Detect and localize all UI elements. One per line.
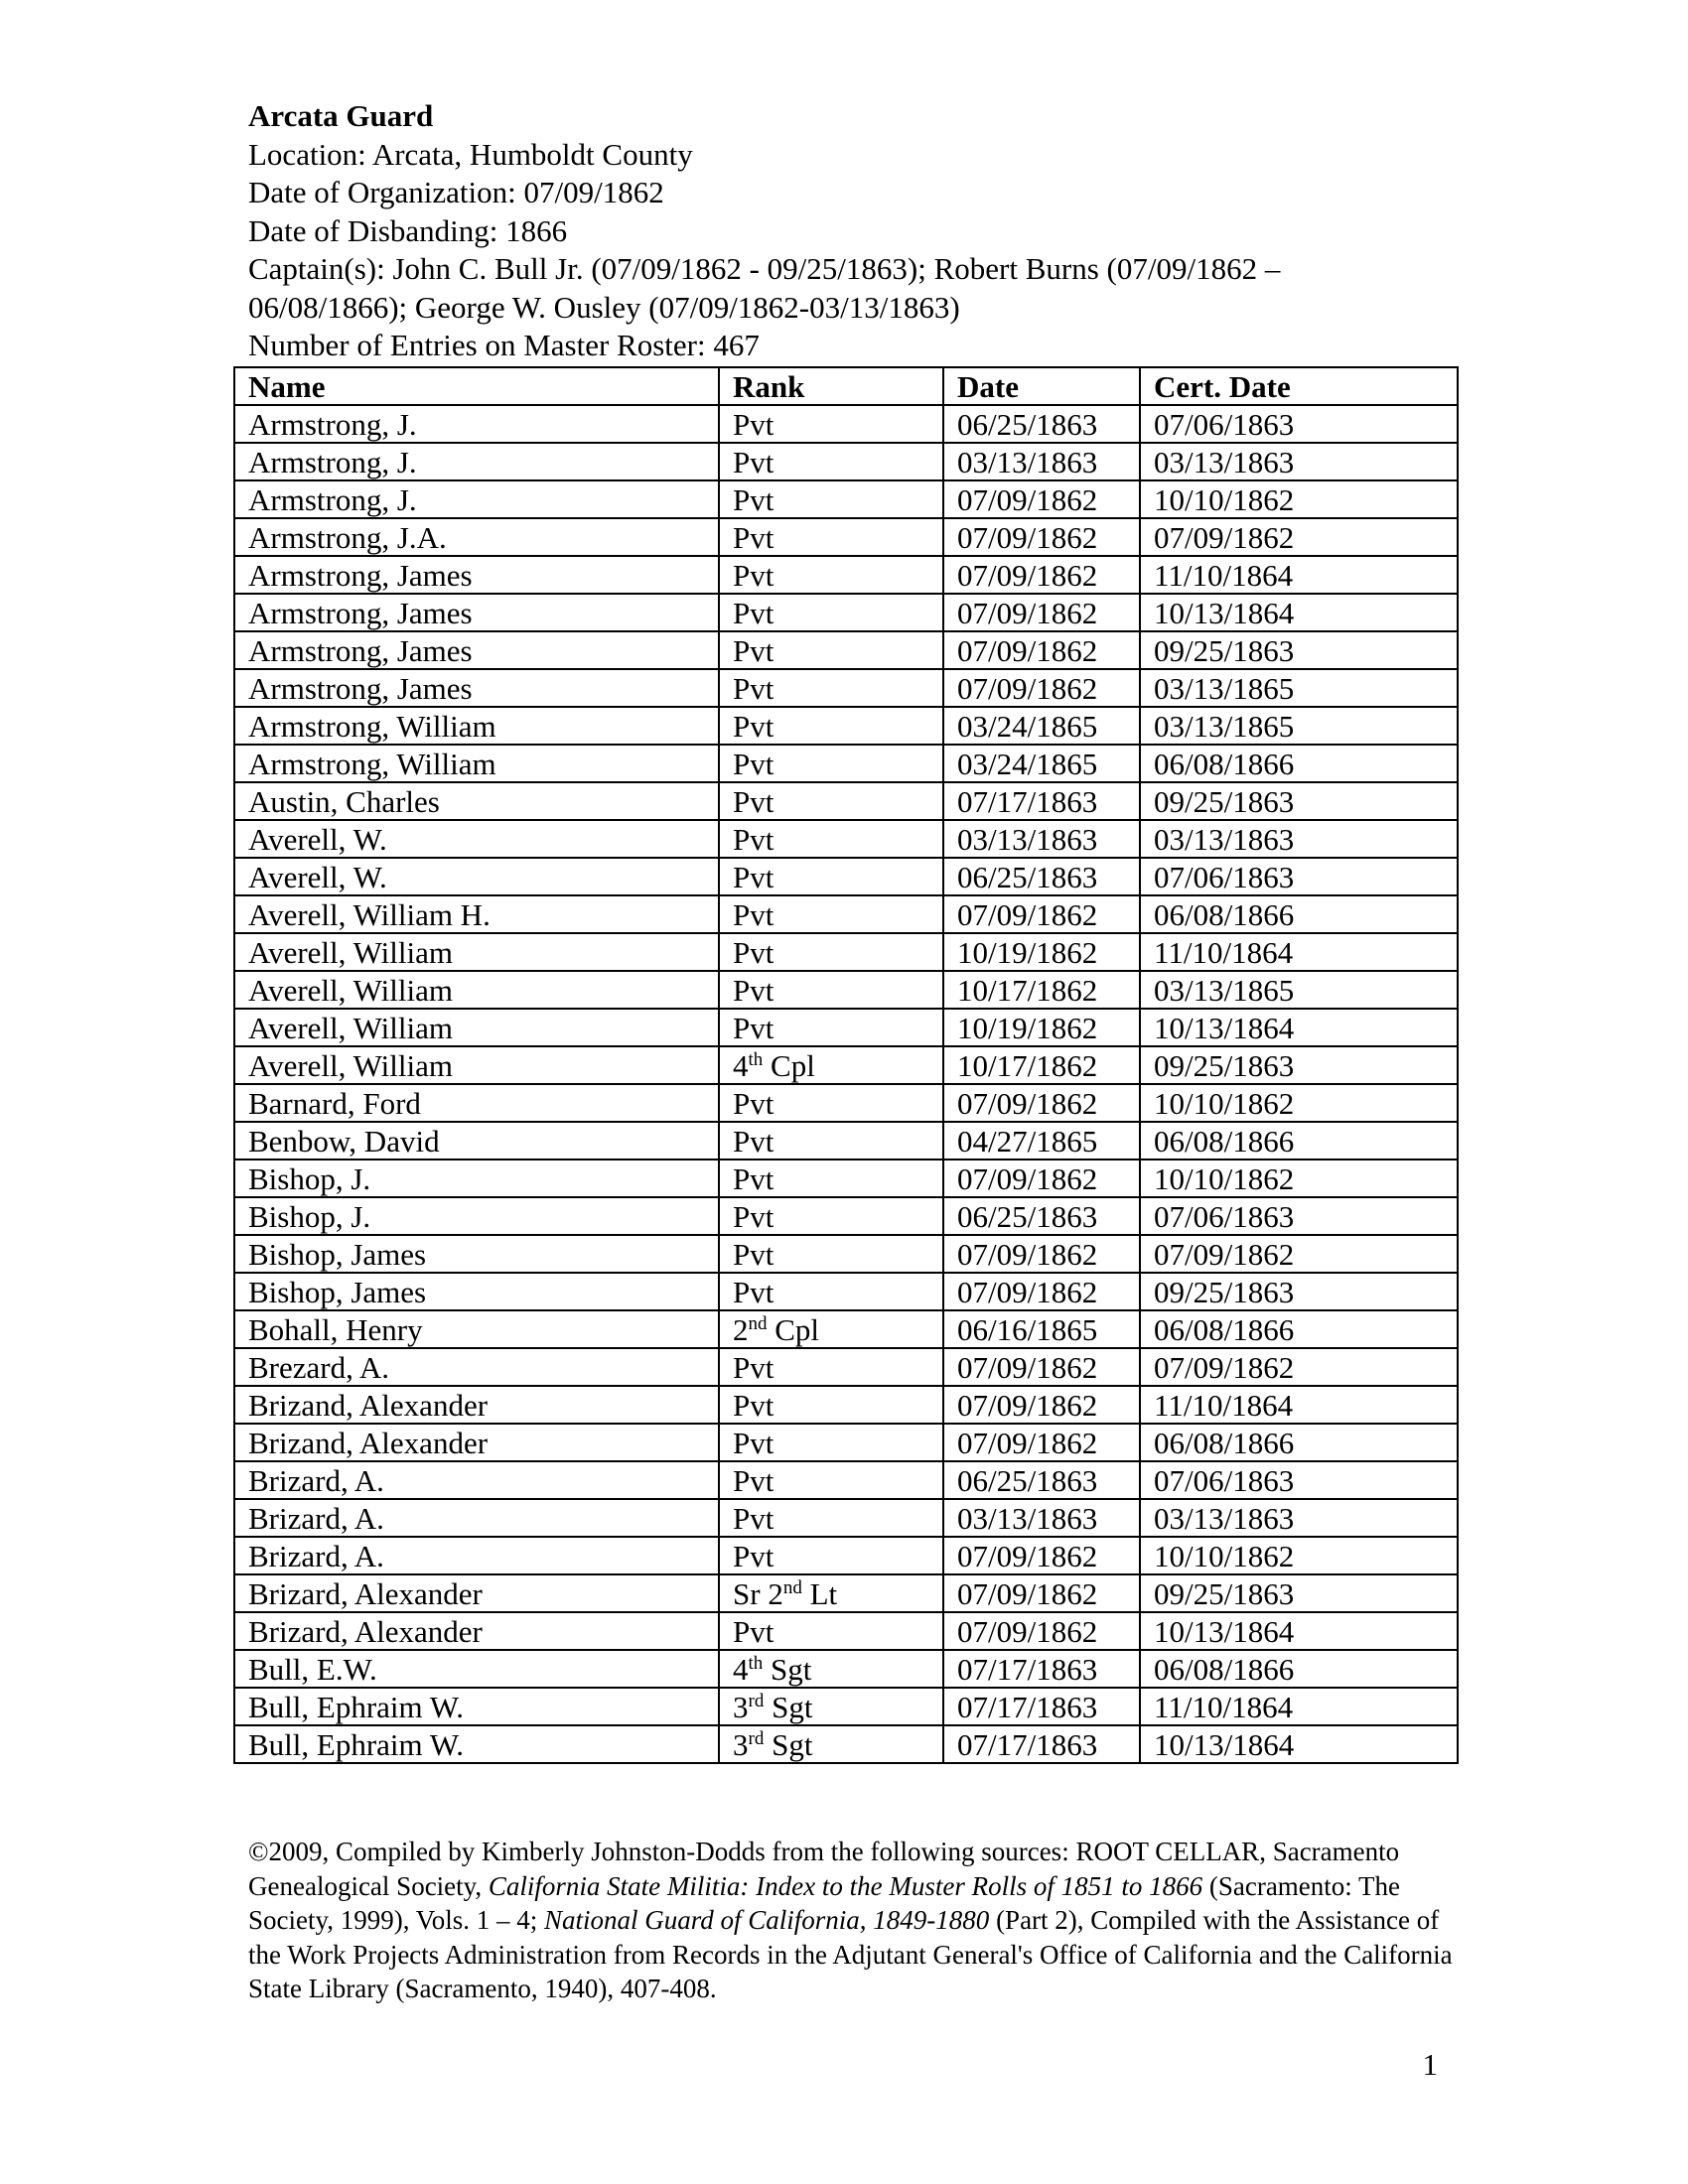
cell-rank bbox=[719, 858, 943, 895]
roster-table bbox=[233, 366, 1459, 1764]
cell-name: Averell, William H. bbox=[234, 895, 719, 933]
table-header-row bbox=[234, 367, 1458, 405]
roster-header bbox=[248, 97, 1470, 365]
cell-date: 06/16/1865 bbox=[943, 1310, 1140, 1348]
rank-text: Pvt bbox=[733, 1275, 774, 1309]
cell-rank bbox=[719, 1160, 943, 1197]
table-row bbox=[234, 1725, 1458, 1763]
organization-date-line: Date of Organization: 07/09/1862 bbox=[248, 175, 664, 209]
rank-text: 2 bbox=[733, 1312, 749, 1347]
rank-text: Pvt bbox=[733, 1161, 774, 1196]
table-row bbox=[234, 782, 1458, 820]
cell-rank bbox=[719, 1424, 943, 1461]
table-row bbox=[234, 443, 1458, 480]
cell-cert-date: 11/10/1864 bbox=[1140, 1688, 1458, 1725]
cell-rank bbox=[719, 1310, 943, 1348]
cell-cert-date: 06/08/1866 bbox=[1140, 745, 1458, 782]
cell-rank bbox=[719, 1197, 943, 1235]
cell-rank bbox=[719, 820, 943, 858]
cell-name: Brizard, A. bbox=[234, 1537, 719, 1574]
cell-date: 07/17/1863 bbox=[943, 1725, 1140, 1763]
cell-cert-date: 07/09/1862 bbox=[1140, 518, 1458, 556]
citation-title-2: National Guard of California, 1849-1880 bbox=[544, 1905, 990, 1935]
cell-date: 10/19/1862 bbox=[943, 1009, 1140, 1046]
rank-text: Pvt bbox=[733, 1614, 774, 1649]
cell-date: 07/09/1862 bbox=[943, 631, 1140, 669]
rank-ordinal-suffix: rd bbox=[748, 1728, 765, 1749]
cell-date: 07/09/1862 bbox=[943, 556, 1140, 594]
rank-text: Pvt bbox=[733, 1426, 774, 1460]
table-row bbox=[234, 1046, 1458, 1084]
rank-text: Sr 2 bbox=[733, 1576, 783, 1611]
cell-cert-date: 10/13/1864 bbox=[1140, 1725, 1458, 1763]
cell-date: 07/09/1862 bbox=[943, 1160, 1140, 1197]
cell-date: 07/09/1862 bbox=[943, 518, 1140, 556]
cell-cert-date: 09/25/1863 bbox=[1140, 782, 1458, 820]
table-row bbox=[234, 1612, 1458, 1650]
cell-date: 03/24/1865 bbox=[943, 745, 1140, 782]
cell-rank bbox=[719, 1650, 943, 1688]
rank-ordinal-suffix: th bbox=[748, 1653, 764, 1674]
cell-date: 07/09/1862 bbox=[943, 1537, 1140, 1574]
roster-body bbox=[234, 405, 1458, 1763]
rank-text: 4 bbox=[733, 1652, 749, 1687]
cell-date: 07/17/1863 bbox=[943, 1688, 1140, 1725]
cell-date: 03/13/1863 bbox=[943, 1499, 1140, 1537]
table-row bbox=[234, 1009, 1458, 1046]
table-row bbox=[234, 933, 1458, 971]
cell-name: Armstrong, James bbox=[234, 631, 719, 669]
cell-date: 07/09/1862 bbox=[943, 669, 1140, 707]
rank-ordinal-suffix: th bbox=[748, 1049, 764, 1070]
rank-text: Pvt bbox=[733, 747, 774, 781]
citation-text-3: (Part 2), Compiled with the Assistance of the Work Projects Administration from Records in the Adjutant General's Office of California and the California State Library (Sacramento, 1940), 407-408. bbox=[248, 1905, 1453, 2003]
cell-name: Bohall, Henry bbox=[234, 1310, 719, 1348]
cell-rank bbox=[719, 594, 943, 631]
cell-cert-date: 03/13/1865 bbox=[1140, 707, 1458, 745]
cell-cert-date: 11/10/1864 bbox=[1140, 556, 1458, 594]
table-row bbox=[234, 669, 1458, 707]
cell-rank bbox=[719, 707, 943, 745]
cell-cert-date: 06/08/1866 bbox=[1140, 1310, 1458, 1348]
cell-rank bbox=[719, 745, 943, 782]
cell-cert-date: 10/10/1862 bbox=[1140, 1537, 1458, 1574]
cell-name: Averell, William bbox=[234, 1046, 719, 1084]
table-row bbox=[234, 1650, 1458, 1688]
cell-date: 07/09/1862 bbox=[943, 1386, 1140, 1424]
cell-cert-date: 10/13/1864 bbox=[1140, 594, 1458, 631]
rank-ordinal-suffix: rd bbox=[748, 1691, 765, 1711]
cell-name: Averell, W. bbox=[234, 858, 719, 895]
cell-cert-date: 07/06/1863 bbox=[1140, 1461, 1458, 1499]
cell-date: 07/17/1863 bbox=[943, 782, 1140, 820]
rank-text: Pvt bbox=[733, 1086, 774, 1121]
table-row bbox=[234, 1461, 1458, 1499]
rank-text: Pvt bbox=[733, 1463, 774, 1498]
cell-rank bbox=[719, 669, 943, 707]
rank-title: Cpl bbox=[763, 1048, 815, 1083]
cell-date: 10/19/1862 bbox=[943, 933, 1140, 971]
rank-text: Pvt bbox=[733, 822, 774, 857]
cell-date: 07/09/1862 bbox=[943, 1084, 1140, 1122]
cell-rank bbox=[719, 933, 943, 971]
table-row bbox=[234, 1574, 1458, 1612]
table-row bbox=[234, 631, 1458, 669]
rank-text: 3 bbox=[733, 1727, 749, 1762]
cell-rank bbox=[719, 1122, 943, 1160]
cell-cert-date: 03/13/1863 bbox=[1140, 820, 1458, 858]
rank-text: Pvt bbox=[733, 671, 774, 706]
cell-date: 06/25/1863 bbox=[943, 405, 1140, 443]
cell-date: 10/17/1862 bbox=[943, 1046, 1140, 1084]
cell-name: Armstrong, J. bbox=[234, 480, 719, 518]
cell-name: Armstrong, J. bbox=[234, 405, 719, 443]
table-row bbox=[234, 1386, 1458, 1424]
table-row bbox=[234, 1348, 1458, 1386]
rank-text: Pvt bbox=[733, 1501, 774, 1536]
cell-cert-date: 03/13/1865 bbox=[1140, 971, 1458, 1009]
cell-rank bbox=[719, 480, 943, 518]
cell-rank bbox=[719, 1046, 943, 1084]
cell-date: 07/09/1862 bbox=[943, 1235, 1140, 1273]
table-row bbox=[234, 1424, 1458, 1461]
cell-cert-date: 07/06/1863 bbox=[1140, 405, 1458, 443]
table-row bbox=[234, 1084, 1458, 1122]
cell-rank bbox=[719, 782, 943, 820]
cell-cert-date: 07/06/1863 bbox=[1140, 858, 1458, 895]
cell-date: 04/27/1865 bbox=[943, 1122, 1140, 1160]
cell-rank bbox=[719, 971, 943, 1009]
cell-date: 07/09/1862 bbox=[943, 480, 1140, 518]
cell-name: Brizard, A. bbox=[234, 1499, 719, 1537]
rank-text: Pvt bbox=[733, 1350, 774, 1385]
rank-text: Pvt bbox=[733, 407, 774, 442]
rank-title: Sgt bbox=[763, 1652, 812, 1687]
table-row bbox=[234, 858, 1458, 895]
cell-rank bbox=[719, 1537, 943, 1574]
cell-date: 07/09/1862 bbox=[943, 1612, 1140, 1650]
citation-text-1: ©2009, Compiled by Kimberly Johnston-Dodds from the following sources: ROOT CELLAR, Sacramento Genealogical Society, bbox=[248, 1837, 1400, 1901]
rank-text: Pvt bbox=[733, 520, 774, 555]
table-row bbox=[234, 1273, 1458, 1310]
cell-cert-date: 07/09/1862 bbox=[1140, 1348, 1458, 1386]
cell-name: Austin, Charles bbox=[234, 782, 719, 820]
cell-name: Armstrong, William bbox=[234, 745, 719, 782]
unit-title: Arcata Guard bbox=[248, 98, 434, 133]
cell-cert-date: 10/10/1862 bbox=[1140, 480, 1458, 518]
page-number: 1 bbox=[1422, 2047, 1438, 2082]
cell-name: Brezard, A. bbox=[234, 1348, 719, 1386]
cell-rank bbox=[719, 1084, 943, 1122]
cell-name: Armstrong, James bbox=[234, 556, 719, 594]
cell-name: Brizand, Alexander bbox=[234, 1424, 719, 1461]
cell-cert-date: 06/08/1866 bbox=[1140, 895, 1458, 933]
column-header-rank: Rank bbox=[719, 367, 943, 405]
cell-rank bbox=[719, 518, 943, 556]
cell-name: Bishop, J. bbox=[234, 1160, 719, 1197]
cell-rank bbox=[719, 1612, 943, 1650]
cell-name: Bull, Ephraim W. bbox=[234, 1725, 719, 1763]
cell-cert-date: 03/13/1865 bbox=[1140, 669, 1458, 707]
table-row bbox=[234, 1537, 1458, 1574]
rank-text: Pvt bbox=[733, 633, 774, 668]
cell-rank bbox=[719, 1009, 943, 1046]
table-row bbox=[234, 745, 1458, 782]
cell-rank bbox=[719, 443, 943, 480]
table-row bbox=[234, 556, 1458, 594]
citation-title-1: California State Militia: Index to the Muster Rolls of 1851 to 1866 bbox=[488, 1870, 1203, 1901]
cell-name: Brizard, Alexander bbox=[234, 1574, 719, 1612]
cell-name: Bishop, James bbox=[234, 1273, 719, 1310]
cell-rank bbox=[719, 1348, 943, 1386]
cell-cert-date: 07/09/1862 bbox=[1140, 1235, 1458, 1273]
cell-name: Averell, William bbox=[234, 1009, 719, 1046]
rank-text: Pvt bbox=[733, 784, 774, 819]
captains-line-1: Captain(s): John C. Bull Jr. (07/09/1862 - 09/25/1863); Robert Burns (07/09/1862 – bbox=[248, 251, 1281, 286]
cell-date: 10/17/1862 bbox=[943, 971, 1140, 1009]
table-row bbox=[234, 1310, 1458, 1348]
cell-date: 03/13/1863 bbox=[943, 443, 1140, 480]
rank-text: Pvt bbox=[733, 1124, 774, 1159]
rank-text: Pvt bbox=[733, 558, 774, 593]
column-header-cert-date: Cert. Date bbox=[1140, 367, 1458, 405]
source-citation bbox=[248, 1835, 1470, 2006]
cell-date: 07/09/1862 bbox=[943, 1574, 1140, 1612]
rank-text: Pvt bbox=[733, 1199, 774, 1234]
cell-cert-date: 10/10/1862 bbox=[1140, 1160, 1458, 1197]
cell-name: Brizard, Alexander bbox=[234, 1612, 719, 1650]
table-row bbox=[234, 1122, 1458, 1160]
rank-ordinal-suffix: nd bbox=[748, 1313, 768, 1334]
cell-name: Averell, William bbox=[234, 933, 719, 971]
cell-cert-date: 06/08/1866 bbox=[1140, 1122, 1458, 1160]
cell-name: Averell, William bbox=[234, 971, 719, 1009]
cell-date: 07/09/1862 bbox=[943, 895, 1140, 933]
cell-name: Barnard, Ford bbox=[234, 1084, 719, 1122]
table-row bbox=[234, 707, 1458, 745]
cell-date: 06/25/1863 bbox=[943, 1197, 1140, 1235]
table-row bbox=[234, 1197, 1458, 1235]
rank-text: Pvt bbox=[733, 1388, 774, 1423]
cell-date: 07/09/1862 bbox=[943, 1273, 1140, 1310]
rank-text: Pvt bbox=[733, 1237, 774, 1272]
cell-cert-date: 09/25/1863 bbox=[1140, 1273, 1458, 1310]
cell-name: Armstrong, James bbox=[234, 669, 719, 707]
cell-rank bbox=[719, 405, 943, 443]
rank-text: Pvt bbox=[733, 709, 774, 744]
rank-title: Sgt bbox=[764, 1727, 813, 1762]
table-row bbox=[234, 405, 1458, 443]
rank-title: Lt bbox=[801, 1576, 838, 1611]
cell-name: Bull, Ephraim W. bbox=[234, 1688, 719, 1725]
rank-title: Cpl bbox=[767, 1312, 820, 1347]
table-row bbox=[234, 480, 1458, 518]
cell-name: Benbow, David bbox=[234, 1122, 719, 1160]
cell-cert-date: 10/10/1862 bbox=[1140, 1084, 1458, 1122]
cell-name: Averell, W. bbox=[234, 820, 719, 858]
table-row bbox=[234, 594, 1458, 631]
cell-name: Armstrong, J. bbox=[234, 443, 719, 480]
cell-cert-date: 07/06/1863 bbox=[1140, 1197, 1458, 1235]
cell-date: 03/24/1865 bbox=[943, 707, 1140, 745]
table-row bbox=[234, 1499, 1458, 1537]
cell-cert-date: 11/10/1864 bbox=[1140, 933, 1458, 971]
cell-date: 06/25/1863 bbox=[943, 858, 1140, 895]
cell-rank bbox=[719, 1688, 943, 1725]
column-header-date: Date bbox=[943, 367, 1140, 405]
rank-text: Pvt bbox=[733, 1011, 774, 1045]
cell-name: Armstrong, James bbox=[234, 594, 719, 631]
cell-cert-date: 06/08/1866 bbox=[1140, 1424, 1458, 1461]
cell-rank bbox=[719, 1574, 943, 1612]
citation-text-2: (Sacramento: The Society, 1999), Vols. 1 – 4; bbox=[248, 1870, 1401, 1935]
rank-ordinal-suffix: nd bbox=[782, 1577, 802, 1598]
cell-rank bbox=[719, 556, 943, 594]
cell-name: Brizard, A. bbox=[234, 1461, 719, 1499]
cell-date: 06/25/1863 bbox=[943, 1461, 1140, 1499]
cell-name: Bishop, James bbox=[234, 1235, 719, 1273]
cell-name: Bull, E.W. bbox=[234, 1650, 719, 1688]
column-header-name: Name bbox=[234, 367, 719, 405]
cell-rank bbox=[719, 631, 943, 669]
rank-text: Pvt bbox=[733, 860, 774, 894]
cell-cert-date: 09/25/1863 bbox=[1140, 631, 1458, 669]
cell-rank bbox=[719, 1273, 943, 1310]
cell-rank bbox=[719, 1461, 943, 1499]
rank-text: Pvt bbox=[733, 935, 774, 970]
cell-cert-date: 03/13/1863 bbox=[1140, 443, 1458, 480]
table-row bbox=[234, 1235, 1458, 1273]
rank-text: 4 bbox=[733, 1048, 749, 1083]
cell-name: Brizand, Alexander bbox=[234, 1386, 719, 1424]
rank-text: Pvt bbox=[733, 973, 774, 1008]
location-line: Location: Arcata, Humboldt County bbox=[248, 136, 693, 172]
rank-text: Pvt bbox=[733, 596, 774, 630]
cell-date: 07/17/1863 bbox=[943, 1650, 1140, 1688]
cell-name: Armstrong, William bbox=[234, 707, 719, 745]
table-row bbox=[234, 895, 1458, 933]
table-row bbox=[234, 518, 1458, 556]
disbanding-date-line: Date of Disbanding: 1866 bbox=[248, 212, 568, 248]
rank-text: Pvt bbox=[733, 445, 774, 479]
rank-text: Pvt bbox=[733, 1539, 774, 1573]
rank-title: Sgt bbox=[764, 1690, 813, 1724]
cell-cert-date: 11/10/1864 bbox=[1140, 1386, 1458, 1424]
cell-rank bbox=[719, 1386, 943, 1424]
rank-text: 3 bbox=[733, 1690, 749, 1724]
cell-rank bbox=[719, 1499, 943, 1537]
entries-count-line: Number of Entries on Master Roster: 467 bbox=[248, 328, 760, 362]
cell-name: Bishop, J. bbox=[234, 1197, 719, 1235]
cell-date: 07/09/1862 bbox=[943, 1424, 1140, 1461]
cell-cert-date: 09/25/1863 bbox=[1140, 1046, 1458, 1084]
captains-line-2: 06/08/1866); George W. Ousley (07/09/1862-03/13/1863) bbox=[248, 289, 960, 325]
cell-date: 03/13/1863 bbox=[943, 820, 1140, 858]
cell-rank bbox=[719, 1725, 943, 1763]
cell-date: 07/09/1862 bbox=[943, 594, 1140, 631]
cell-cert-date: 10/13/1864 bbox=[1140, 1612, 1458, 1650]
cell-name: Armstrong, J.A. bbox=[234, 518, 719, 556]
cell-rank bbox=[719, 895, 943, 933]
cell-cert-date: 03/13/1863 bbox=[1140, 1499, 1458, 1537]
cell-rank bbox=[719, 1235, 943, 1273]
cell-cert-date: 10/13/1864 bbox=[1140, 1009, 1458, 1046]
cell-cert-date: 09/25/1863 bbox=[1140, 1574, 1458, 1612]
cell-cert-date: 06/08/1866 bbox=[1140, 1650, 1458, 1688]
table-row bbox=[234, 1160, 1458, 1197]
table-row bbox=[234, 820, 1458, 858]
rank-text: Pvt bbox=[733, 897, 774, 932]
rank-text: Pvt bbox=[733, 482, 774, 517]
table-row bbox=[234, 971, 1458, 1009]
table-row bbox=[234, 1688, 1458, 1725]
cell-date: 07/09/1862 bbox=[943, 1348, 1140, 1386]
